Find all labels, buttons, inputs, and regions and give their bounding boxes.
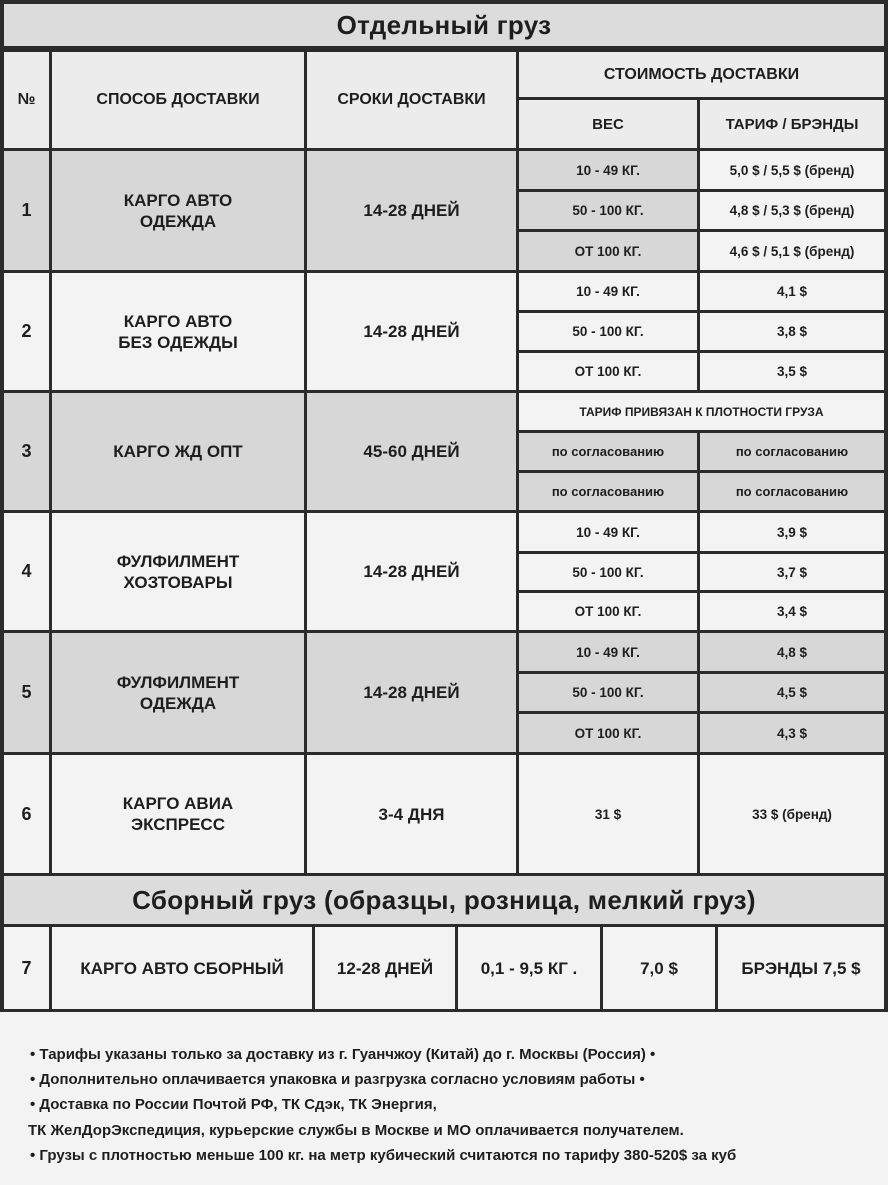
row-terms: 45-60 ДНЕЙ [307, 393, 516, 510]
row-number: 1 [4, 151, 49, 270]
row-method [52, 755, 304, 873]
method-line: ФУЛФИЛМЕНТ [116, 672, 240, 692]
section-title-consolidated: Сборный груз (образцы, розница, мелкий груз) [4, 876, 884, 924]
weight-cell: ОТ 100 КГ. [519, 714, 697, 752]
row-terms: 3-4 ДНЯ [307, 755, 516, 873]
tariff-cell: 3,5 $ [700, 353, 884, 390]
header-weight: ВЕС [519, 100, 697, 148]
price-cell: 7,0 $ [603, 927, 715, 1009]
method-line: ХОЗТОВАРЫ [123, 572, 233, 592]
weight-cell: ОТ 100 КГ. [519, 232, 697, 270]
header-terms: СРОКИ ДОСТАВКИ [307, 52, 516, 148]
note-line: • Грузы с плотностью меньше 100 кг. на метр кубический считаются по тарифу 380-520$ за куб [30, 1146, 737, 1164]
row-method [52, 273, 304, 390]
method-line: ОДЕЖДА [139, 693, 217, 713]
tariff-cell: по согласованию [700, 473, 884, 510]
section-title-individual: Отдельный груз [4, 4, 884, 46]
weight-cell: 10 - 49 КГ. [519, 513, 697, 551]
row-number: 6 [4, 755, 49, 873]
weight-cell: 10 - 49 КГ. [519, 273, 697, 310]
weight-cell: 50 - 100 КГ. [519, 192, 697, 229]
header-cost: СТОИМОСТЬ ДОСТАВКИ [519, 52, 884, 97]
density-note: ТАРИФ ПРИВЯЗАН К ПЛОТНОСТИ ГРУЗА [519, 393, 884, 430]
method-line: КАРГО АВИА [122, 794, 234, 813]
header-method: СПОСОБ ДОСТАВКИ [52, 52, 304, 148]
tariff-cell: 4,5 $ [700, 674, 884, 711]
row-terms: 14-28 ДНЕЙ [307, 633, 516, 752]
method-line: КАРГО АВТО [123, 311, 233, 331]
tariff-cell: 3,9 $ [700, 513, 884, 551]
weight-cell: 10 - 49 КГ. [519, 633, 697, 671]
row-method: КАРГО АВТО СБОРНЫЙ [52, 927, 312, 1009]
price-cell: 31 $ [519, 755, 697, 873]
tariff-cell: по согласованию [700, 433, 884, 470]
row-terms: 14-28 ДНЕЙ [307, 273, 516, 390]
weight-cell: 0,1 - 9,5 КГ . [458, 927, 600, 1009]
method-line: БЕЗ ОДЕЖДЫ [118, 332, 238, 352]
weight-cell: по согласованию [519, 433, 697, 470]
header-num: № [4, 52, 49, 148]
method-line: ОДЕЖДА [139, 211, 217, 231]
note-line: • Тарифы указаны только за доставку из г. Гуанчжоу (Китай) до г. Москвы (Россия) • [30, 1046, 656, 1063]
weight-cell: ОТ 100 КГ. [519, 353, 697, 390]
row-number: 4 [4, 513, 49, 630]
notes-block [0, 1012, 888, 1185]
method-line: ЭКСПРЕСС [131, 815, 225, 834]
tariff-cell: 3,8 $ [700, 313, 884, 350]
row-number: 7 [4, 927, 49, 1009]
row-number: 5 [4, 633, 49, 752]
row-terms: 14-28 ДНЕЙ [307, 513, 516, 630]
tariff-cell: 5,0 $ / 5,5 $ (бренд) [700, 151, 884, 189]
tariff-cell: 4,1 $ [700, 273, 884, 310]
tariff-cell: 4,3 $ [700, 714, 884, 752]
weight-cell: 50 - 100 КГ. [519, 554, 697, 590]
note-line: ТК ЖелДорЭкспедиция, курьерские службы в Москве и МО оплачивается получателем. [28, 1121, 684, 1139]
row-number: 2 [4, 273, 49, 390]
tariff-cell: 3,7 $ [700, 554, 884, 590]
method-line: КАРГО АВТО [123, 190, 233, 210]
weight-cell: ОТ 100 КГ. [519, 593, 697, 630]
row-method [52, 151, 304, 270]
tariff-cell: 4,6 $ / 5,1 $ (бренд) [700, 232, 884, 270]
weight-cell: по согласованию [519, 473, 697, 510]
row-terms: 12-28 ДНЕЙ [315, 927, 455, 1009]
row-method [52, 393, 304, 510]
weight-cell: 50 - 100 КГ. [519, 313, 697, 350]
weight-cell: 10 - 49 КГ. [519, 151, 697, 189]
method-line: ФУЛФИЛМЕНТ [116, 551, 240, 571]
method-line: КАРГО ЖД ОПТ [113, 442, 243, 461]
tariff-cell: 4,8 $ [700, 633, 884, 671]
row-method [52, 513, 304, 630]
weight-cell: 50 - 100 КГ. [519, 674, 697, 711]
brand-price-cell: 33 $ (бренд) [700, 755, 884, 873]
header-tariff: ТАРИФ / БРЭНДЫ [700, 100, 884, 148]
row-number: 3 [4, 393, 49, 510]
note-line: • Дополнительно оплачивается упаковка и разгрузка согласно условиям работы • [30, 1071, 645, 1089]
tariff-cell: 4,8 $ / 5,3 $ (бренд) [700, 192, 884, 229]
row-method [52, 633, 304, 752]
brand-price-cell: БРЭНДЫ 7,5 $ [718, 927, 884, 1009]
tariff-cell: 3,4 $ [700, 593, 884, 630]
row-terms: 14-28 ДНЕЙ [307, 151, 516, 270]
note-line: • Доставка по России Почтой РФ, ТК Сдэк, ТК Энергия, [30, 1096, 437, 1114]
